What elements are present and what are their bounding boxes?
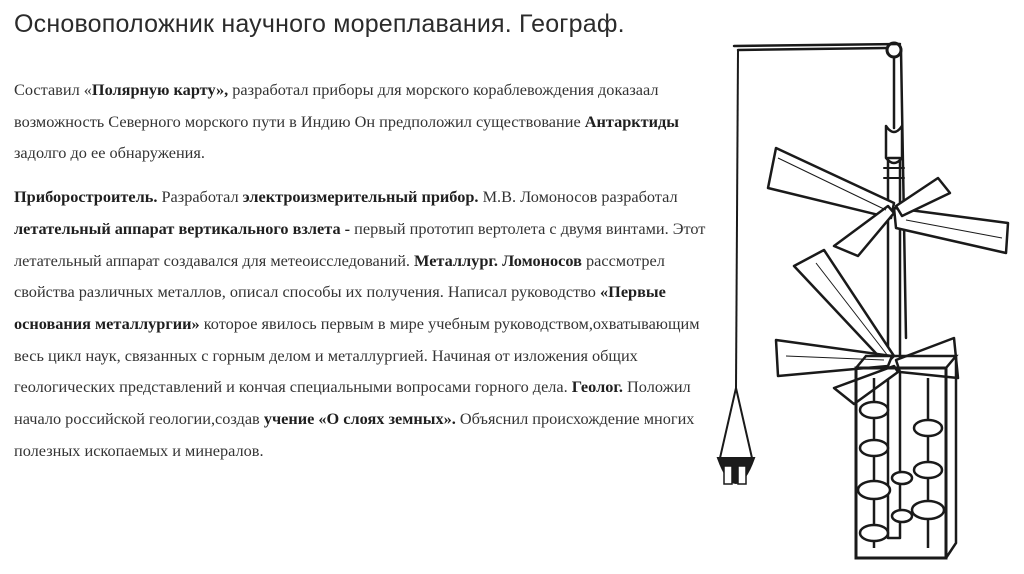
paragraph-navigation [14, 74, 714, 169]
bold-run: «Первые основания металлургии» [14, 282, 666, 333]
bold-run: учение «О слоях земных». [263, 409, 456, 429]
bold-run: летательный аппарат вертикального взлета - [14, 218, 351, 238]
bold-run: Полярную карту», [91, 80, 229, 99]
bold-run: электроизмерительный прибор. [242, 187, 479, 207]
text-run: Объяснил происхождение многих полезных ископаемых и минералов. [14, 409, 695, 460]
bold-run: Геолог. [571, 377, 623, 397]
bold-run: Антарктиды [584, 111, 680, 131]
text-run: М.В. Ломоносов разработал [478, 187, 678, 207]
bold-run: Металлург. Ломоносов [414, 250, 582, 270]
bold-run: Приборостроитель. [14, 187, 158, 207]
text-run: первый прототип вертолета с двумя винтами. Этот летательный аппарат создавался для метеоисследований. [14, 218, 706, 270]
text-run: Положил начало российской геологии,создав [14, 377, 691, 429]
lower-rotor-icon [776, 250, 958, 404]
text-run: Составил « [14, 80, 92, 99]
slide-title: Основоположник научного мореплавания. Географ. [14, 10, 625, 38]
text-run: задолго до ее обнаружения. [14, 143, 205, 163]
text-run: которое явилось первым в мире учебным руководством,охватывающим весь цикл наук, связанных с горным делом и металлургией. Начиная от изложения общих геологических представлений и кончая специальными вопросами горного дела. [14, 313, 700, 397]
helicopter-prototype-drawing-icon [706, 38, 1018, 574]
slide-body [14, 74, 714, 466]
counterweight-icon [718, 388, 754, 484]
text-run: рассмотрел свойства различных металлов, описал способы их получения. Написал руководство [14, 250, 665, 302]
text-run: Разработал [157, 187, 243, 207]
paragraph-instruments [14, 181, 714, 466]
text-run: разработал приборы для морского кораблевождения доказаал возможность Северного морского пути в Индию Он предположил существование [14, 80, 659, 131]
